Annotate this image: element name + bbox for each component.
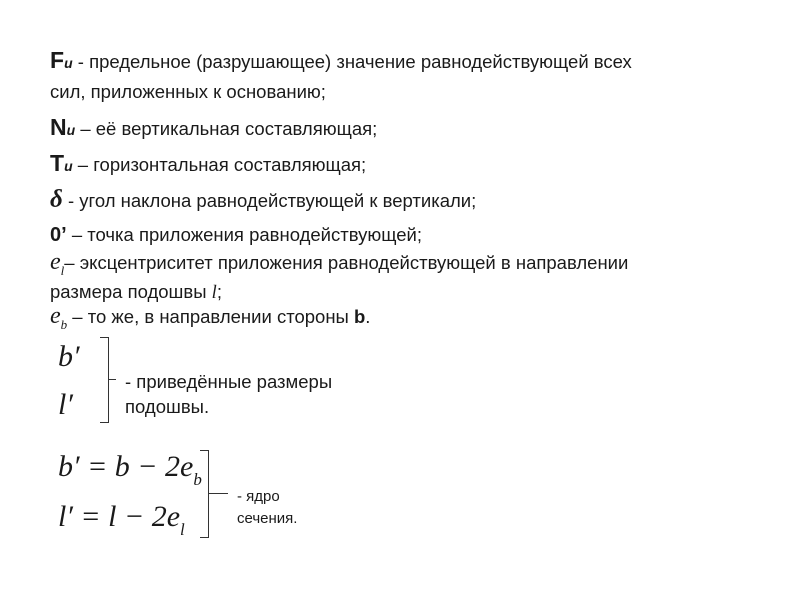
reduced-note [125, 369, 332, 419]
def-eb-text: – то же, в направлении стороны [67, 306, 354, 327]
def-eb [50, 305, 370, 330]
symbol-e: e [50, 249, 61, 275]
def-fu [50, 49, 632, 74]
def-el-cont-prefix: размера подошвы [50, 281, 212, 302]
subscript-l: l [60, 263, 65, 278]
reduced-note-line2: подошвы. [125, 396, 210, 417]
def-fu-text: - предельное (разрушающее) значение равнодействующей всех [72, 51, 632, 72]
subscript-u: u [66, 122, 76, 138]
def-fu-cont [50, 81, 326, 103]
def-tu-text: – горизонтальная составляющая; [72, 154, 367, 175]
formula-b-prime [58, 450, 202, 488]
reduced-b-prime: b′ [58, 340, 80, 373]
def-o [50, 224, 422, 246]
var-b: b [353, 306, 366, 327]
symbol-t: T [50, 150, 65, 176]
formula-b-prime-lhs: b′ = b − 2e [58, 450, 194, 483]
def-tu [50, 152, 366, 177]
core-bracket-tick [208, 493, 228, 494]
var-l: l [211, 283, 217, 303]
reduced-l-prime: l′ [58, 388, 73, 421]
core-note [237, 486, 297, 530]
core-bracket [200, 450, 209, 538]
core-note-line2: сечения. [237, 510, 298, 527]
def-delta [50, 186, 477, 213]
symbol-delta: δ [50, 186, 63, 213]
symbol-o-prime: 0’ [50, 224, 67, 246]
def-nu [50, 116, 377, 141]
symbol-e: e [50, 303, 61, 329]
formula-b-prime-sub: b [193, 470, 202, 489]
reduced-note-line1: - приведённые размеры [125, 371, 333, 392]
subscript-u: u [64, 158, 73, 174]
def-el-cont [50, 281, 222, 304]
def-nu-text: – её вертикальная составляющая; [75, 118, 378, 139]
def-el [50, 251, 628, 276]
formula-l-prime [58, 500, 185, 538]
def-fu-text-cont: сил, приложенных к основанию; [50, 81, 326, 102]
def-delta-text: - угол наклона равнодействующей к вертикали; [62, 190, 477, 211]
subscript-u: u [64, 55, 73, 71]
reduced-bracket [100, 337, 109, 423]
symbol-f: F [50, 47, 65, 73]
symbol-n: N [50, 114, 67, 140]
core-note-line1: - ядро [237, 488, 280, 505]
reduced-bracket-tick [108, 379, 116, 380]
def-o-text: – точка приложения равнодействующей; [66, 224, 423, 245]
subscript-b: b [60, 317, 68, 332]
def-el-text: – эксцентриситет приложения равнодействующей в направлении [64, 252, 629, 273]
formula-l-prime-lhs: l′ = l − 2e [58, 500, 181, 533]
def-eb-suffix: . [365, 306, 371, 327]
def-el-cont-suffix: ; [216, 281, 222, 302]
formula-l-prime-sub: l [180, 520, 185, 539]
